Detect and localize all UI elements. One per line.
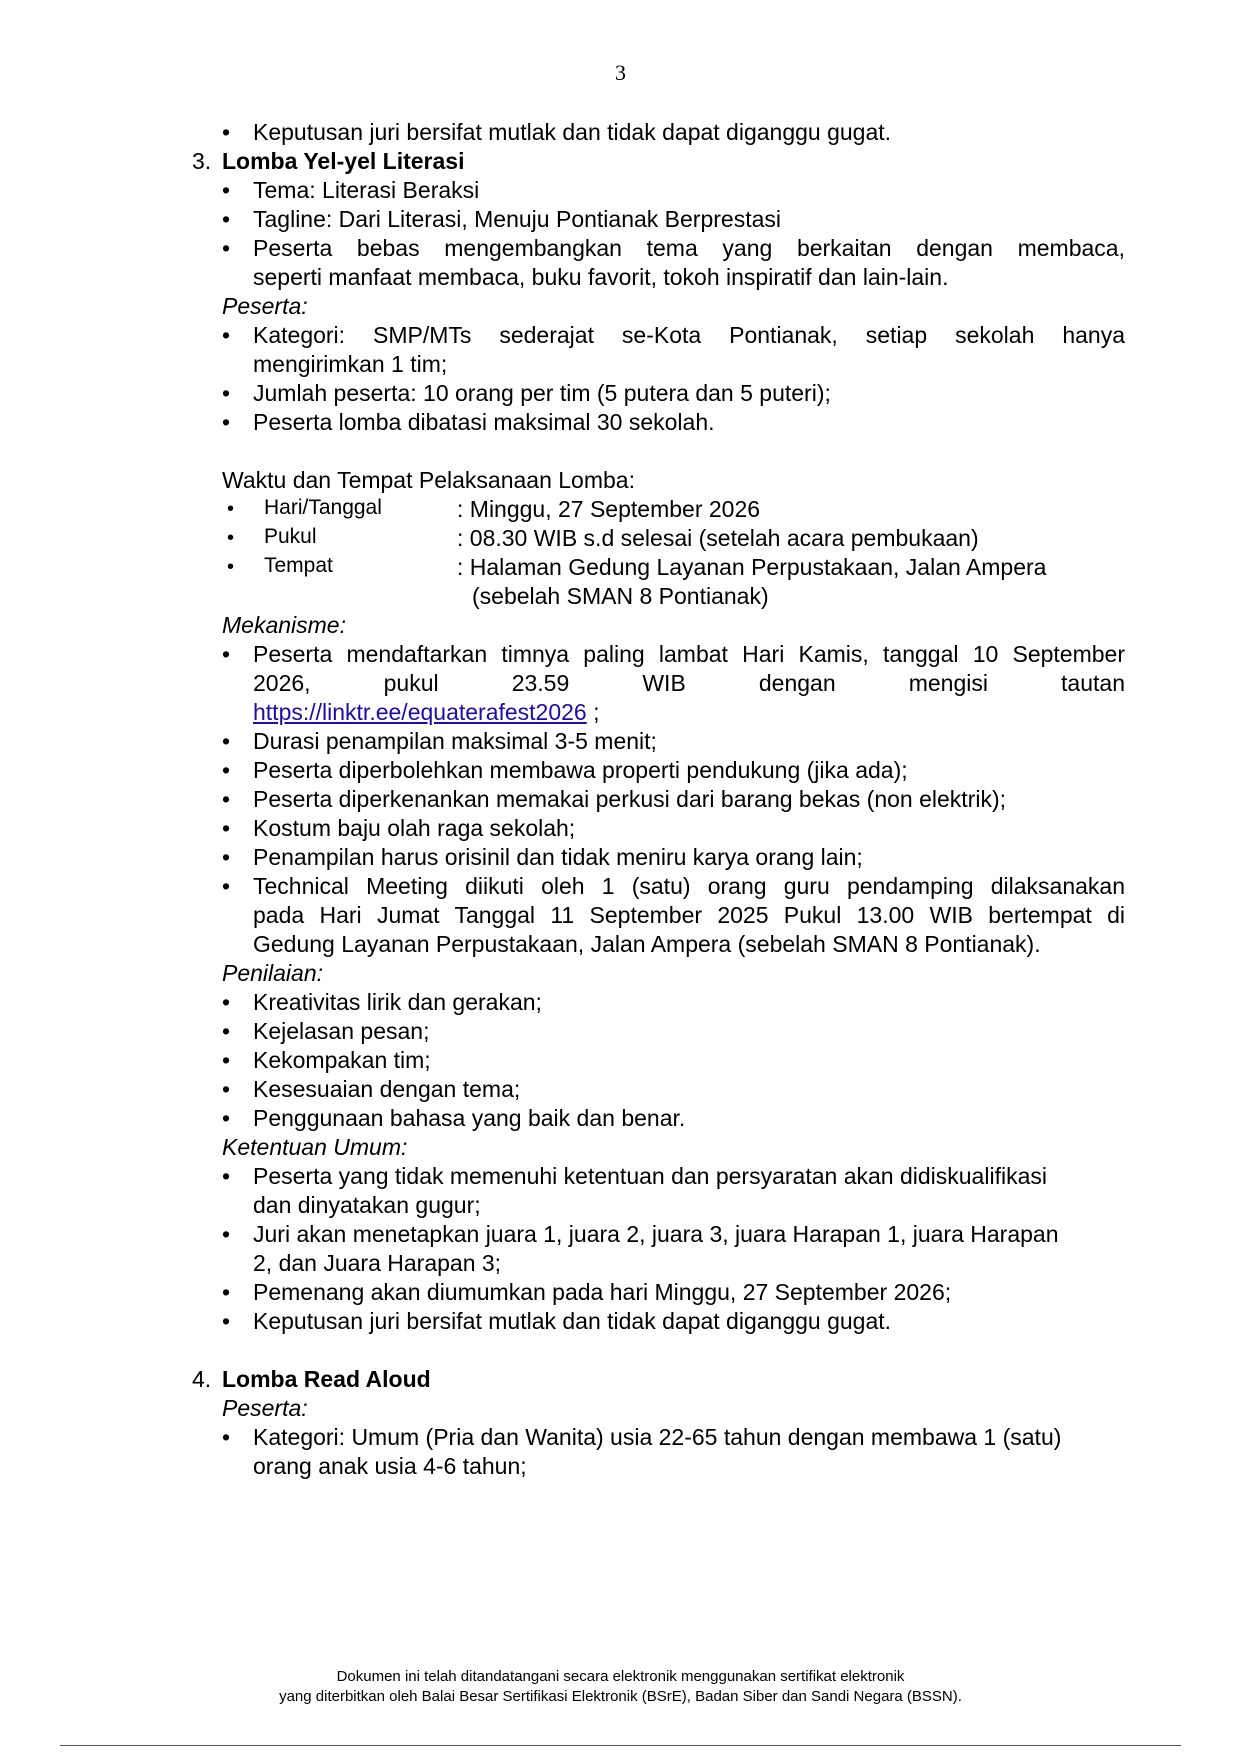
list-item: • Keputusan juri bersifat mutlak dan tidak dapat diganggu gugat. (0, 118, 1241, 147)
list-item: • Peserta lomba dibatasi maksimal 30 sekolah. (0, 408, 1241, 437)
list-item: • Keputusan juri bersifat mutlak dan tidak dapat diganggu gugat. (0, 1307, 1241, 1336)
footer-divider (60, 1745, 1181, 1746)
footer-line: yang diterbitkan oleh Balai Besar Sertifikasi Elektronik (BSrE), Badan Siber dan Sandi Negara (BSSN). (279, 1688, 962, 1705)
list-item: • Tagline: Dari Literasi, Menuju Pontianak Berprestasi (0, 205, 1241, 234)
list-item-continuation: 2, dan Juara Harapan 3; (253, 1250, 502, 1276)
list-item: • Kejelasan pesan; (0, 1017, 1241, 1046)
list-item-continuation: pada Hari Jumat Tanggal 11 September 2025 Pukul 13.00 WIB bertempat di (253, 902, 1125, 928)
schedule-row (0, 524, 1241, 553)
list-item: • Penggunaan bahasa yang baik dan benar. (0, 1104, 1241, 1133)
list-item: • Kreativitas lirik dan gerakan; (0, 988, 1241, 1017)
section-number: 4. (192, 1366, 212, 1392)
registration-link[interactable]: https://linktr.ee/equaterafest2026 (253, 699, 587, 725)
list-item: • Technical Meeting diikuti oleh 1 (satu) orang guru pendamping dilaksanakan (0, 872, 1241, 901)
list-item-continuation: Gedung Layanan Perpustakaan, Jalan Ampera (sebelah SMAN 8 Pontianak). (253, 931, 1041, 957)
schedule-value: : Minggu, 27 September 2026 (457, 496, 761, 522)
schedule-row (0, 553, 1241, 582)
schedule-continuation: (sebelah SMAN 8 Pontianak) (472, 583, 769, 609)
list-item: • Tema: Literasi Beraksi (0, 176, 1241, 205)
subheading-peserta: Peserta: (222, 293, 308, 319)
list-item: • Jumlah peserta: 10 orang per tim (5 putera dan 5 puteri); (0, 379, 1241, 408)
list-item: • Peserta yang tidak memenuhi ketentuan dan persyaratan akan didiskualifikasi (0, 1162, 1241, 1191)
list-item: • Kekompakan tim; (0, 1046, 1241, 1075)
list-item: • Pemenang akan diumumkan pada hari Minggu, 27 September 2026; (0, 1278, 1241, 1307)
section-3-heading (0, 147, 1241, 176)
footer-line: Dokumen ini telah ditandatangani secara elektronik menggunakan sertifikat elektronik (336, 1668, 905, 1685)
schedule-row (0, 495, 1241, 524)
document-body (0, 118, 1241, 1481)
list-item: • Peserta diperbolehkan membawa properti pendukung (jika ada); (0, 756, 1241, 785)
list-item-continuation: mengirimkan 1 tim; (253, 351, 448, 377)
list-item: • Kategori: SMP/MTs sederajat se-Kota Pontianak, setiap sekolah hanya (0, 321, 1241, 350)
section-title: Lomba Yel-yel Literasi (222, 148, 465, 174)
section-title: Lomba Read Aloud (222, 1366, 431, 1392)
list-item-continuation: seperti manfaat membaca, buku favorit, tokoh inspiratif dan lain-lain. (253, 264, 949, 290)
page-number: 3 (615, 60, 626, 85)
subheading-peserta: Peserta: (222, 1395, 308, 1421)
signature-footer (0, 1667, 1241, 1707)
list-item: • Peserta bebas mengembangkan tema yang berkaitan dengan membaca, (0, 234, 1241, 263)
schedule-key: • Tempat (264, 554, 333, 577)
list-item: • Kategori: Umum (Pria dan Wanita) usia 22-65 tahun dengan membawa 1 (satu) (0, 1423, 1241, 1452)
section-number: 3. (192, 148, 212, 174)
schedule-value: : 08.30 WIB s.d selesai (setelah acara pembukaan) (457, 525, 979, 551)
schedule-key: • Pukul (264, 525, 317, 548)
section-4-heading (0, 1365, 1241, 1394)
list-item-continuation: orang anak usia 4-6 tahun; (253, 1453, 527, 1479)
list-item: • Kesesuaian dengan tema; (0, 1075, 1241, 1104)
subheading-mekanisme: Mekanisme: (222, 612, 346, 638)
list-item: • Peserta diperkenankan memakai perkusi dari barang bekas (non elektrik); (0, 785, 1241, 814)
list-item: • Peserta mendaftarkan timnya paling lambat Hari Kamis, tanggal 10 September (0, 640, 1241, 669)
subheading-waktu: Waktu dan Tempat Pelaksanaan Lomba: (222, 467, 635, 493)
list-item-continuation: dan dinyatakan gugur; (253, 1192, 481, 1218)
list-item: • Kostum baju olah raga sekolah; (0, 814, 1241, 843)
schedule-key: • Hari/Tanggal (264, 496, 382, 519)
list-item: • Juri akan menetapkan juara 1, juara 2, juara 3, juara Harapan 1, juara Harapan (0, 1220, 1241, 1249)
subheading-ketentuan: Ketentuan Umum: (222, 1134, 408, 1160)
schedule-value: : Halaman Gedung Layanan Perpustakaan, Jalan Ampera (457, 554, 1047, 580)
list-item: • Durasi penampilan maksimal 3-5 menit; (0, 727, 1241, 756)
list-item-continuation: 2026, pukul 23.59 WIB dengan mengisi tautan (253, 670, 1125, 696)
list-item: • Penampilan harus orisinil dan tidak meniru karya orang lain; (0, 843, 1241, 872)
list-item-continuation: https://linktr.ee/equaterafest2026 ; (253, 699, 600, 725)
subheading-penilaian: Penilaian: (222, 960, 324, 986)
